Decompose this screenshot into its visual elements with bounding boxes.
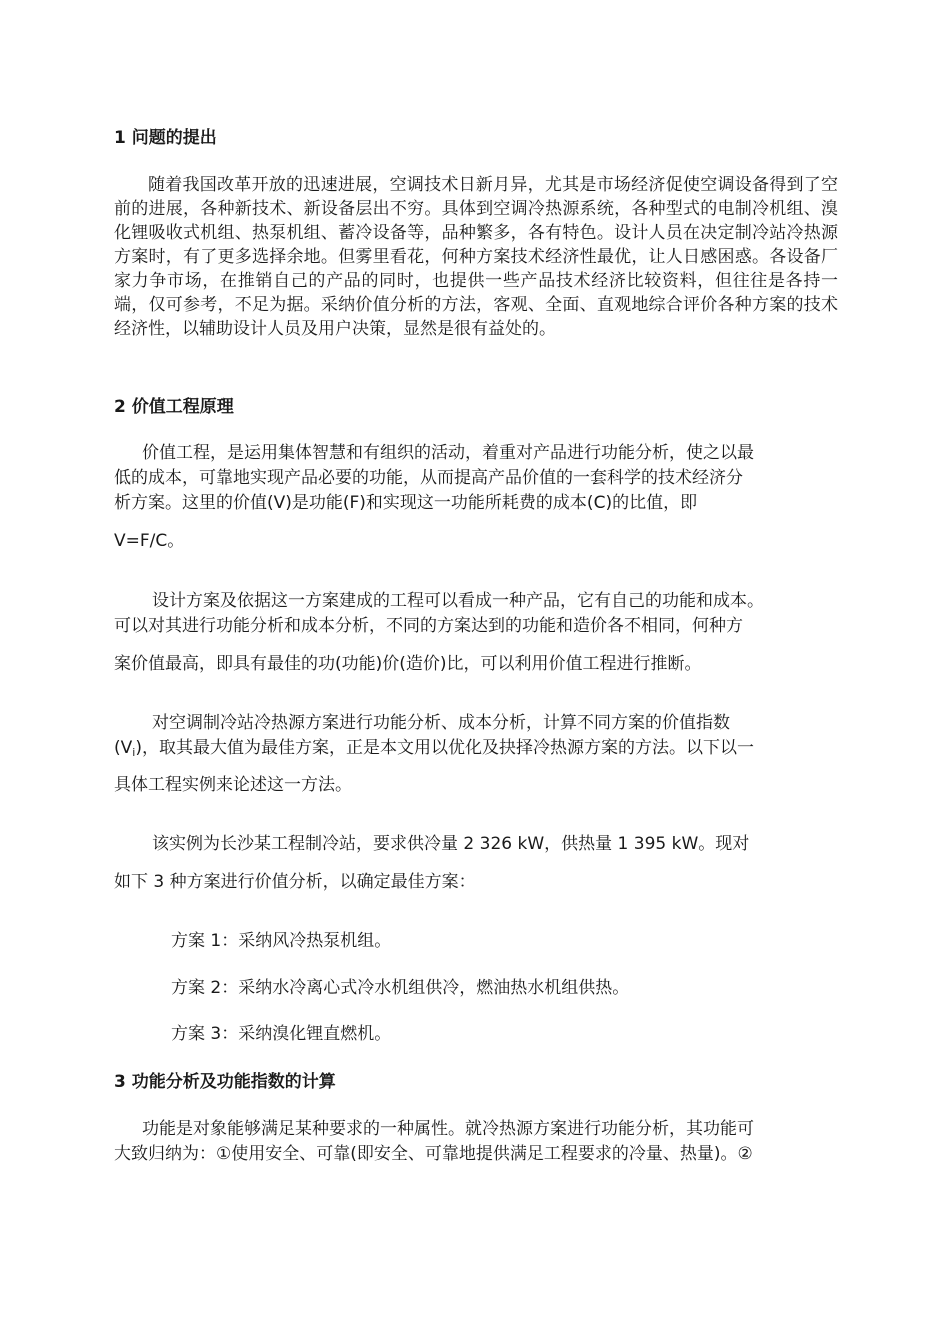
section-2-heading: 2 价值工程原理 [114, 397, 234, 417]
section-2-p1-line-3: 析方案。这里的价值(V)是功能(F)和实现这一功能所耗费的成本(C)的比值，即 [114, 493, 698, 513]
section-2-p2-line-2: 可以对其进行功能分析和成本分析，不同的方案达到的功能和造价各不相同，何种方 [114, 616, 743, 636]
section-3-heading: 3 功能分析及功能指数的计算 [114, 1072, 336, 1092]
vi-rest: )，取其最大值为最佳方案，正是本文用以优化及抉择冷热源方案的方法。以下以一 [135, 738, 754, 758]
section-2-p1-line-1: 价值工程，是运用集体智慧和有组织的活动，着重对产品进行功能分析，使之以最 [142, 443, 754, 463]
vi-prefix: (V [114, 738, 133, 758]
section-1-paragraph: 随着我国改革开放的迅速进展，空调技术日新月异，尤其是市场经济促使空调设备得到了空前的进展，各种新技术、新设备层出不穷。具体到空调冷热源系统，各种型式的电制冷机组、溴化锂吸收式机组、热泵机组、蓄冷设备等，品种繁多，各有特色。设计人员在决定制冷站冷热源方案时，有了更多选择余地。但雾里看花，何种方案技术经济性最优，让人日感困惑。各设备厂家力争市场，在推销自己的产品的同时，也提供一些产品技术经济比较资料，但往往是各持一端，仅可参考，不足为据。采纳价值分析的方法，客观、全面、直观地综合评价各种方案的技术经济性，以辅助设计人员及用户决策，显然是很有益处的。 [114, 175, 838, 339]
section-2-p3-line-3: 具体工程实例来论述这一方法。 [114, 775, 352, 795]
section-2-p2-line-3: 案价值最高，即具有最佳的功(功能)价(造价)比，可以利用价值工程进行推断。 [114, 654, 702, 674]
plan-3: 方案 3：采纳溴化锂直燃机。 [171, 1024, 392, 1044]
section-2-p2-line-1: 设计方案及依据这一方案建成的工程可以看成一种产品，它有自己的功能和成本。 [152, 591, 764, 611]
vi-subscript: i [132, 746, 136, 759]
section-2-p3-line-1: 对空调制冷站冷热源方案进行功能分析、成本分析，计算不同方案的价值指数 [152, 713, 730, 733]
section-2-p4-line-2: 如下 3 种方案进行价值分析，以确定最佳方案： [114, 872, 476, 892]
section-2-p1-line-2: 低的成本，可靠地实现产品必要的功能，从而提高产品价值的一套科学的技术经济分 [114, 468, 743, 488]
section-3-line-1: 功能是对象能够满足某种要求的一种属性。就冷热源方案进行功能分析，其功能可 [142, 1119, 754, 1139]
section-2-p1-line-4: V=F/C。 [114, 531, 185, 551]
section-3-line-2: 大致归纳为：①使用安全、可靠(即安全、可靠地提供满足工程要求的冷量、热量)。② [114, 1144, 753, 1164]
section-1-heading: 1 问题的提出 [114, 128, 217, 148]
section-2-p4-line-1: 该实例为长沙某工程制冷站，要求供冷量 2 326 kW，供热量 1 395 kW。现对 [152, 834, 750, 854]
section-2-p3-line-2 [114, 736, 754, 765]
plan-2: 方案 2：采纳水冷离心式冷水机组供冷，燃油热水机组供热。 [171, 978, 630, 998]
plan-1: 方案 1：采纳风冷热泵机组。 [171, 931, 392, 951]
